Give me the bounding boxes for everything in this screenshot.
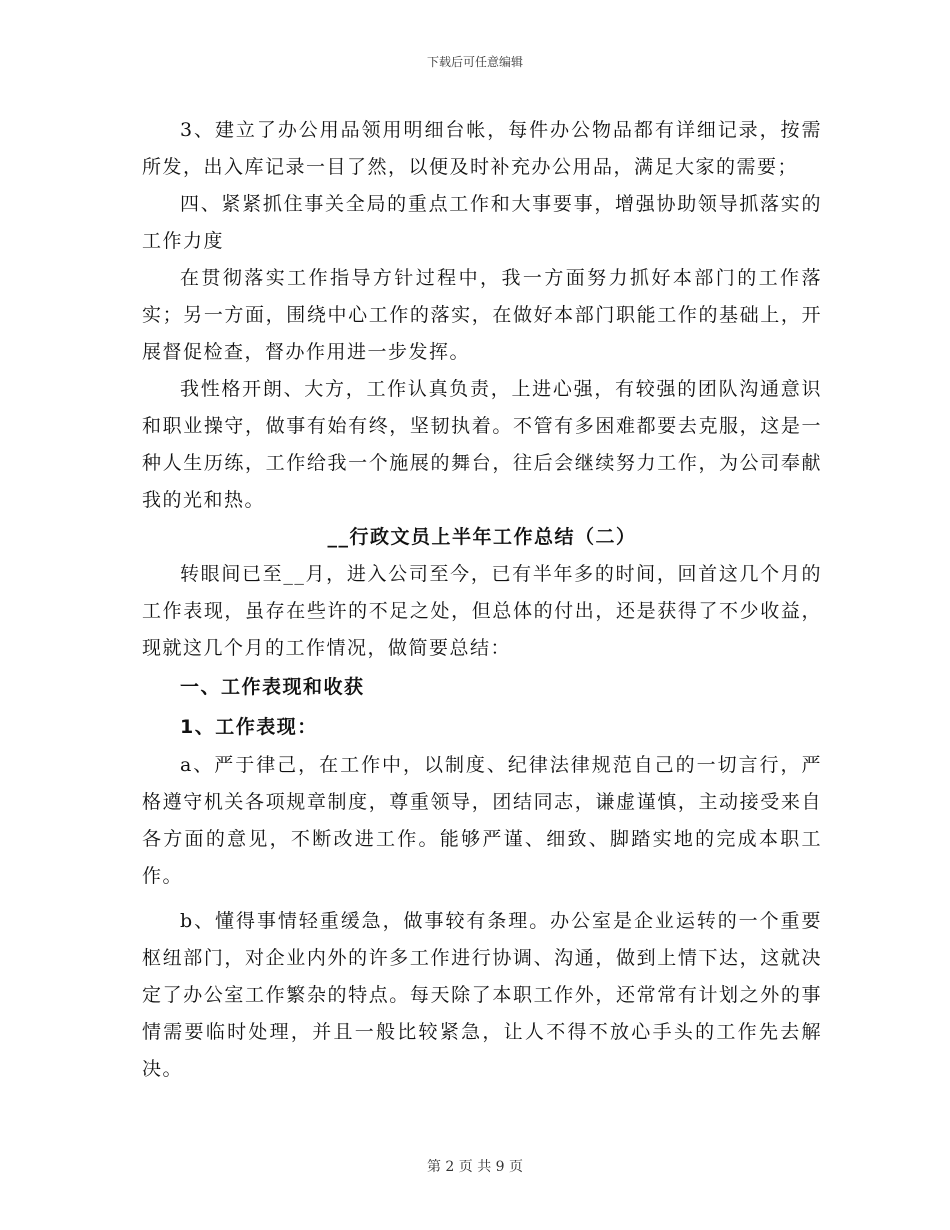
paragraph-introduction: 转眼间已至__月，进入公司至今，已有半年多的时间，回首这几个月的工作表现，虽存在些许的不足之处，但总体的付出，还是获得了不少收益，现就这几个月的工作情况，做简要总结：: [142, 563, 822, 659]
paragraph-priorities: b、懂得事情轻重缓急，做事较有条理。办公室是企业运转的一个重要枢纽部门，对企业内外的许多工作进行协调、沟通，做到上情下达，这就决定了办公室工作繁杂的特点。每天除了本职工作外，还常常有计划之外的事情需要临时处理，并且一般比较紧急，让人不得不放心手头的工作先去解决。: [142, 910, 822, 1080]
paragraph-office-supplies-ledger: 3、建立了办公用品领用明细台帐，每件办公物品都有详细记录，按需所发，出入库记录一目了然，以便及时补充办公用品，满足大家的需要；: [142, 119, 822, 178]
heading-work-performance: 1、工作表现：: [180, 716, 318, 738]
paragraph-implementation: 在贯彻落实工作指导方针过程中，我一方面努力抓好本部门的工作落实；另一方面，围绕中心工作的落实，在做好本部门职能工作的基础上，开展督促检查，督办作用进一步发挥。: [142, 267, 822, 363]
paragraph-personality: 我性格开朗、大方，工作认真负责，上进心强，有较强的团队沟通意识和职业操守，做事有始有终，坚韧执着。不管有多困难都要去克服，这是一种人生历练，工作给我一个施展的舞台，往后会继续努力工作，为公司奉献我的光和热。: [142, 378, 822, 511]
page-number: 第 2 页 共 9 页: [426, 1159, 524, 1175]
heading-performance-and-gains: 一、工作表现和收获: [180, 676, 365, 698]
section-title: __行政文员上半年工作总结（二）: [327, 526, 637, 548]
page-header-note: 下载后可任意编辑: [426, 55, 523, 69]
document-body: [142, 112, 822, 1088]
paragraph-self-discipline: a、严于律己，在工作中，以制度、纪律法律规范自己的一切言行，严格遵守机关各项规章制度，尊重领导，团结同志，谦虚谨慎，主动接受来自各方面的意见，不断改进工作。能够严谨、细致、脚踏实地的完成本职工作。: [142, 754, 822, 887]
paragraph-section-four: 四、紧紧抓住事关全局的重点工作和大事要事，增强协助领导抓落实的工作力度: [142, 193, 822, 252]
paragraph-gap: [142, 895, 822, 903]
